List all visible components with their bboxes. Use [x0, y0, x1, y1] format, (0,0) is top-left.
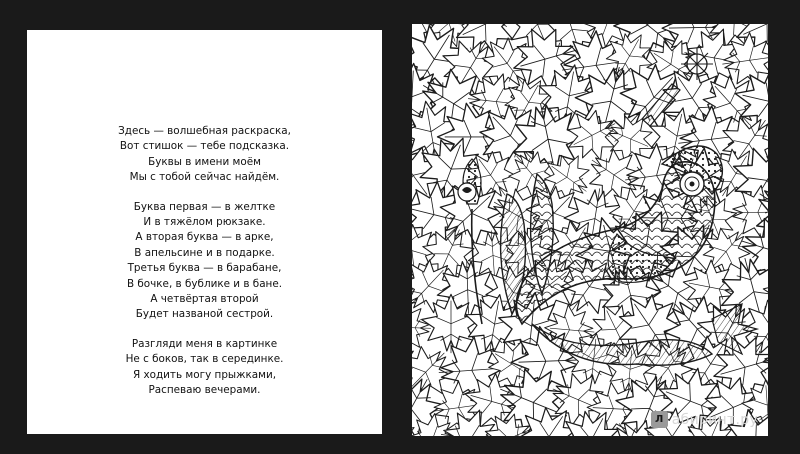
- right-page: [412, 24, 768, 436]
- maple-leaf-outline: [730, 185, 768, 240]
- watermark: [651, 411, 758, 428]
- poem-line: Вот стишок — тебе подсказка.: [119, 140, 290, 153]
- poem-line: Третья буква — в барабане,: [127, 262, 282, 275]
- poem-line: Разгляди меня в картинке: [131, 337, 278, 350]
- stanza-2: [27, 200, 382, 323]
- poem-line: Распеваю вечерами.: [148, 384, 261, 397]
- labirint-logo-icon: Л: [651, 411, 668, 428]
- maple-leaf-outline: [412, 302, 432, 353]
- poem-line: Буква первая — в желтке: [133, 200, 276, 213]
- poem-line: Я ходить могу прыжками,: [132, 368, 277, 381]
- poem-line: В бочке, в бублике и в бане.: [126, 277, 283, 290]
- stanza-3: [27, 337, 382, 399]
- stanza-1: [27, 124, 382, 186]
- left-page: [27, 30, 382, 434]
- poem-line: А четвёртая второй: [150, 293, 259, 306]
- poem-line: Не с боков, так в серединке.: [125, 353, 284, 366]
- coloring-illustration: [412, 24, 768, 436]
- poem: [27, 124, 382, 413]
- maple-leaf-background: [412, 24, 768, 436]
- poem-line: А вторая буква — в арке,: [135, 231, 274, 244]
- poem-line: Будет названой сестрой.: [135, 308, 274, 321]
- poem-line: И в тяжёлом рюкзаке.: [143, 216, 266, 229]
- poem-line: Мы с тобой сейчас найдём.: [129, 171, 280, 184]
- poem-line: В апельсине и в подарке.: [134, 246, 275, 259]
- poem-line: Здесь — волшебная раскраска,: [118, 125, 291, 137]
- poem-line: Буквы в имени моём: [148, 155, 261, 168]
- watermark-text: абиринт.ру: [671, 411, 758, 428]
